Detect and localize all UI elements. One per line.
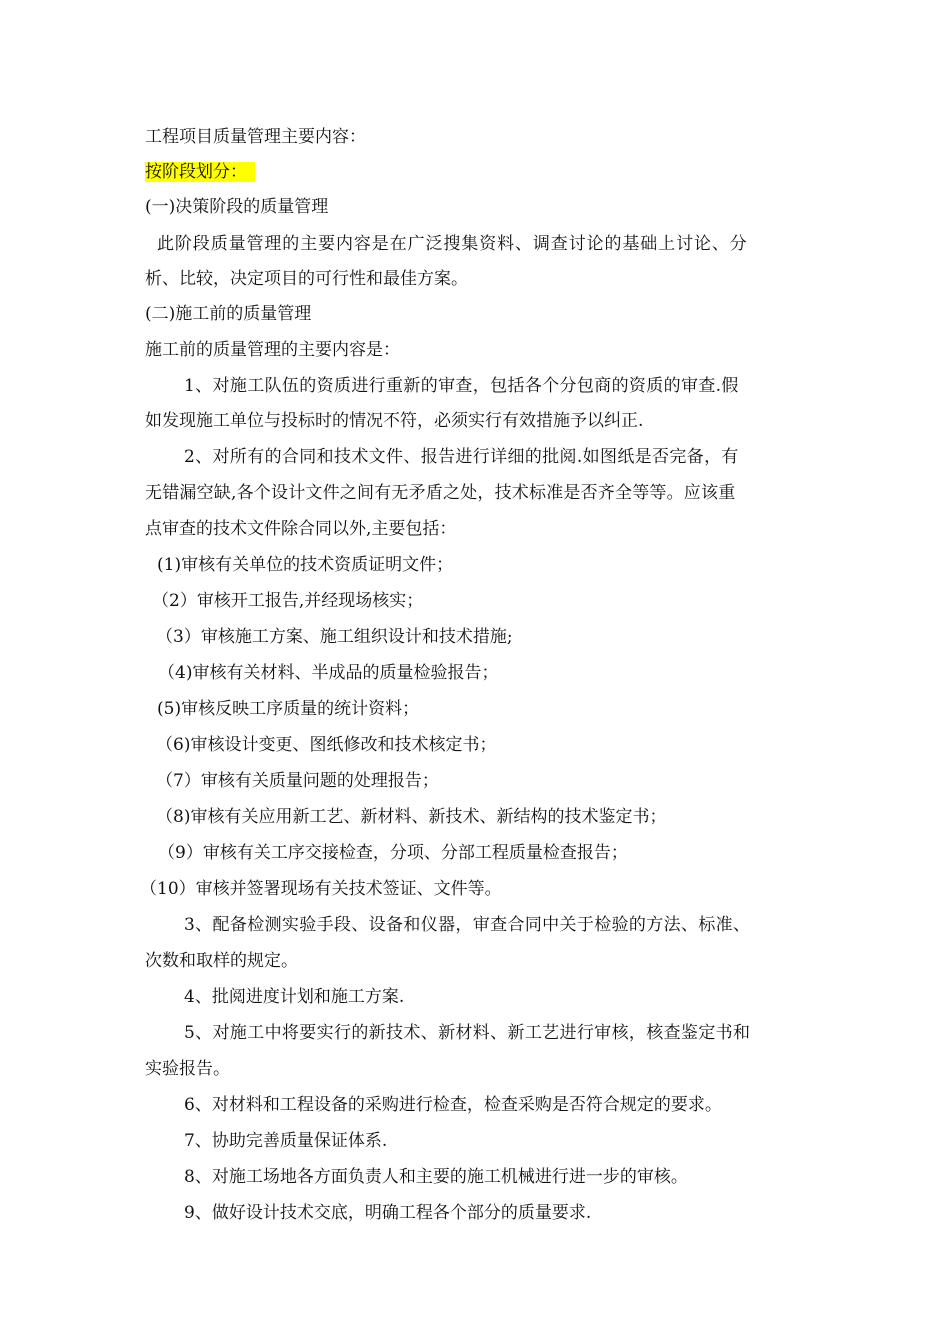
item-8: 8、对施工场地各方面负责人和主要的施工机械进行进一步的审核。 [184,1167,688,1187]
item-3-line-2: 次数和取样的规定。 [145,951,298,971]
item-5-line-2: 实验报告。 [145,1059,230,1079]
sub-item-8: （8)审核有关应用新工艺、新材料、新技术、新结构的技术鉴定书； [156,807,667,827]
sub-item-9: （9）审核有关工序交接检查，分项、分部工程质量检查报告； [158,843,628,863]
item-1-line-2: 如发现施工单位与投标时的情况不符，必须实行有效措施予以纠正. [145,411,644,431]
section-1-paragraph-line-2: 析、比较，决定项目的可行性和最佳方案。 [145,269,468,289]
item-3-line-1: 3、配备检测实验手段、设备和仪器，审查合同中关于检验的方法、标准、 [184,915,751,935]
section-2-intro: 施工前的质量管理的主要内容是： [145,340,400,360]
item-1-line-1: 1、对施工队伍的资质进行重新的审查，包括各个分包商的资质的审查.假 [184,376,739,396]
item-9: 9、做好设计技术交底，明确工程各个部分的质量要求. [184,1203,592,1223]
sub-item-7: （7）审核有关质量问题的处理报告； [156,771,439,791]
sub-item-5: (5)审核反映工序质量的统计资料； [157,699,420,719]
item-4: 4、批阅进度计划和施工方案. [184,987,405,1007]
section-1-heading: (一)决策阶段的质量管理 [145,197,329,217]
document-title: 工程项目质量管理主要内容： [145,127,366,147]
sub-item-6: （6)审核设计变更、图纸修改和技术核定书； [156,735,497,755]
sub-item-3: （3）审核施工方案、施工组织设计和技术措施; [156,627,513,647]
section-2-heading: (二)施工前的质量管理 [145,304,312,324]
item-2-line-3: 点审查的技术文件除合同以外,主要包括： [145,519,457,539]
highlighted-label: 按阶段划分： [145,162,255,182]
sub-item-2: （2）审核开工报告,并经现场核实； [152,591,424,611]
section-label [145,160,255,184]
item-5-line-1: 5、对施工中将要实行的新技术、新材料、新工艺进行审核，核查鉴定书和 [184,1023,751,1043]
sub-item-4: （4)审核有关材料、半成品的质量检验报告； [158,663,499,683]
item-2-line-1: 2、对所有的合同和技术文件、报告进行详细的批阅.如图纸是否完备，有 [184,447,739,467]
sub-item-1: (1)审核有关单位的技术资质证明文件； [157,555,454,575]
section-1-paragraph-line-1: 此阶段质量管理的主要内容是在广泛搜集资料、调查讨论的基础上讨论、分 [157,234,748,254]
sub-item-10: （10）审核并签署现场有关技术签证、文件等。 [140,879,502,899]
item-7: 7、协助完善质量保证体系. [184,1131,388,1151]
item-6: 6、对材料和工程设备的采购进行检查，检查采购是否符合规定的要求。 [184,1095,722,1115]
item-2-line-2: 无错漏空缺,各个设计文件之间有无矛盾之处，技术标准是否齐全等等。应该重 [145,483,736,503]
